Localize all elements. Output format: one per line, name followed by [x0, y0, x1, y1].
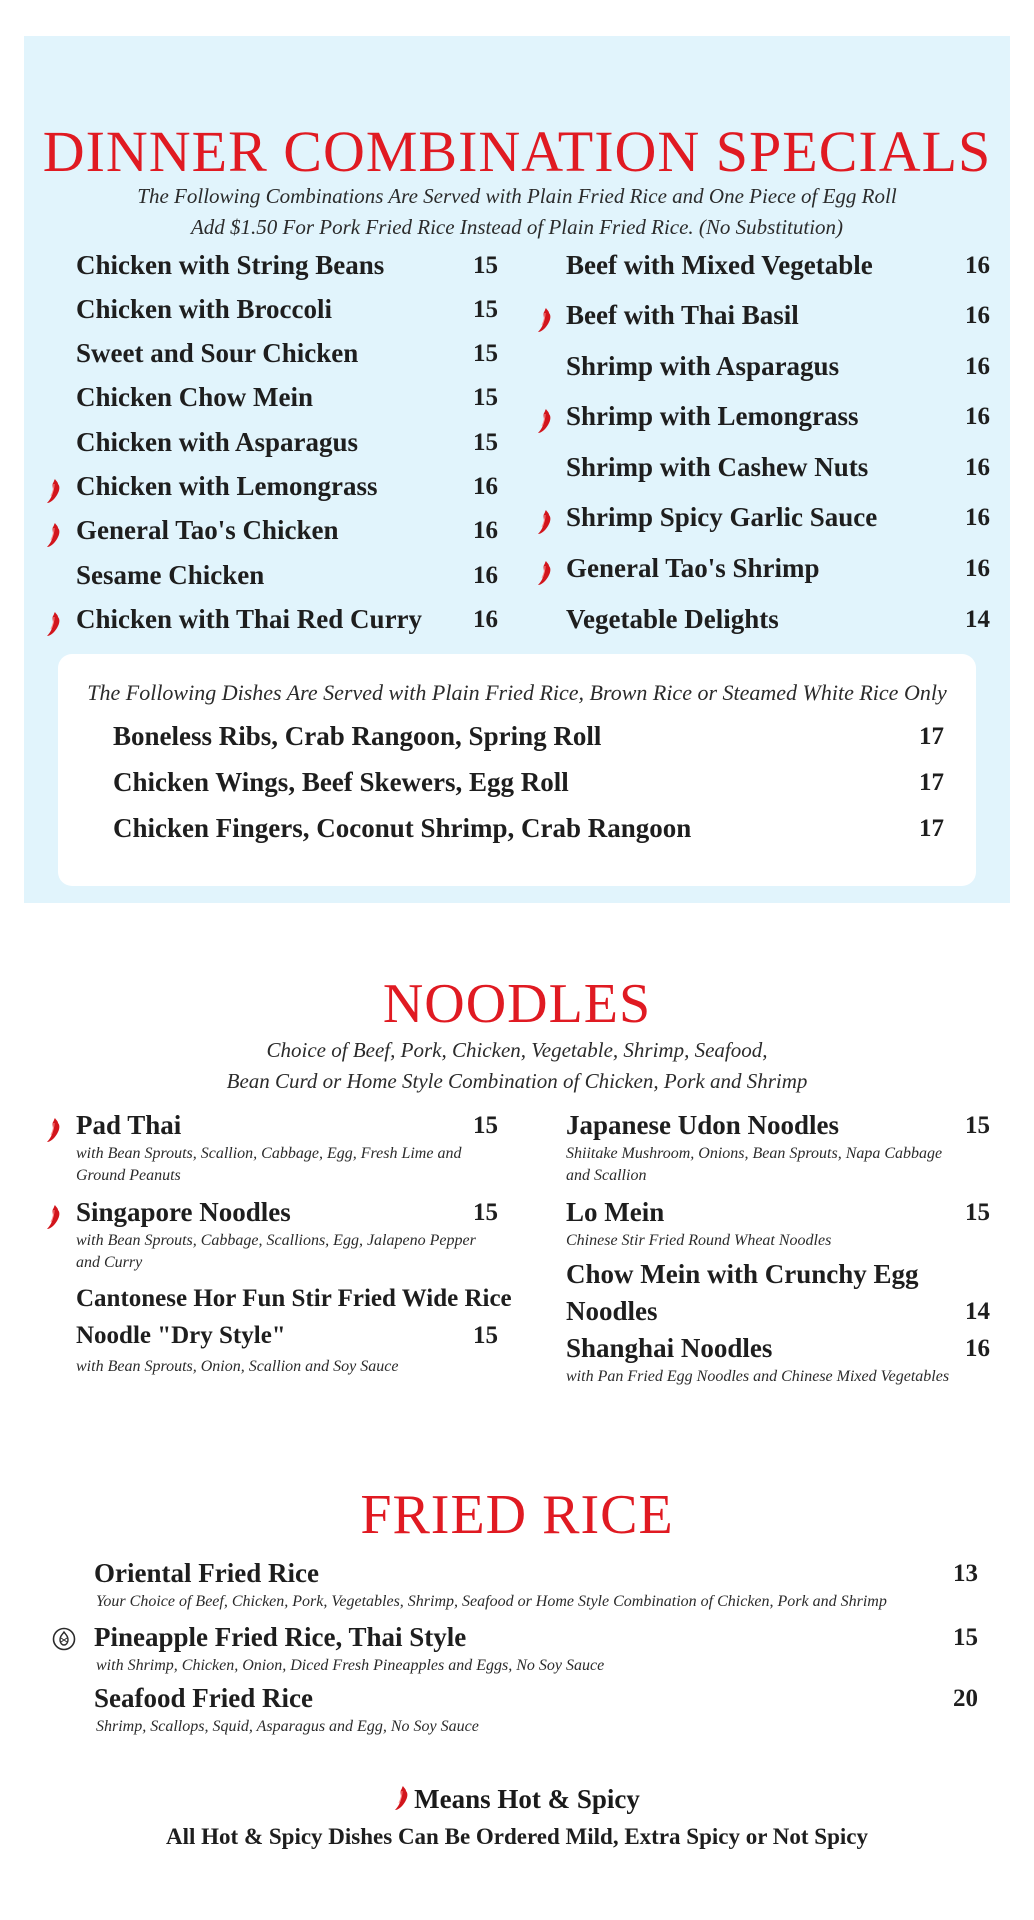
chili-pepper-icon: [537, 560, 553, 586]
chili-pepper-icon: [537, 307, 553, 333]
menu-item-price: 15: [473, 429, 498, 456]
menu-item-description: with Shrimp, Chicken, Onion, Diced Fresh Pineapples and Eggs, No Soy Sauce: [96, 1657, 605, 1674]
menu-item-price: 15: [473, 1322, 498, 1349]
menu-item-name: Shrimp with Cashew Nuts: [566, 452, 869, 482]
menu-item-price: 16: [965, 302, 990, 329]
menu-item-description: Shiitake Mushroom, Onions, Bean Sprouts, Napa Cabbage and Scallion: [566, 1145, 943, 1184]
menu-item-price: 16: [965, 555, 990, 582]
noodles-title: NOODLES: [382, 973, 652, 1035]
spicy-legend-text: Means Hot & Spicy: [414, 1784, 640, 1814]
chili-pepper-icon: [46, 522, 62, 548]
menu-item-name: Beef with Thai Basil: [566, 300, 799, 330]
chili-pepper-icon: [537, 509, 553, 535]
menu-item-name: Chow Mein with Crunchy Egg: [566, 1259, 919, 1289]
menu-item-price: 14: [965, 606, 990, 633]
menu-item-name: Chicken with Thai Red Curry: [76, 604, 423, 634]
chili-pepper-icon: [46, 1204, 62, 1230]
spicy-legend: [0, 1784, 1034, 1815]
menu-item-price: 16: [473, 606, 498, 633]
menu-item-name: Noodle "Dry Style": [76, 1322, 286, 1349]
menu-item-price: 15: [473, 1199, 498, 1226]
menu-item-price: 16: [965, 454, 990, 481]
menu-item-price: 16: [965, 1335, 990, 1362]
menu-item-name: Shrimp Spicy Garlic Sauce: [566, 502, 878, 532]
menu-item-price: 13: [953, 1560, 978, 1587]
menu-item-name: Japanese Udon Noodles: [566, 1110, 840, 1140]
chili-pepper-icon: [394, 1785, 410, 1811]
menu-item-name: Chicken with Lemongrass: [76, 471, 378, 501]
spicy-note: All Hot & Spicy Dishes Can Be Ordered Mild, Extra Spicy or Not Spicy: [166, 1824, 868, 1849]
noodles-subtitle-1: Choice of Beef, Pork, Chicken, Vegetable, Shrimp, Seafood,: [266, 1038, 768, 1062]
menu-item-price: 15: [965, 1199, 990, 1226]
menu-item-price: 15: [473, 384, 498, 411]
menu-item-name: Chicken with String Beans: [76, 250, 385, 280]
menu-item-description: with Bean Sprouts, Scallion, Cabbage, Egg, Fresh Lime and Ground Peanuts: [76, 1145, 462, 1184]
menu-item-name: General Tao's Chicken: [76, 515, 339, 545]
menu-item-name: Noodles: [566, 1296, 658, 1326]
pineapple-icon: [52, 1627, 76, 1651]
menu-item-name: Lo Mein: [566, 1197, 665, 1227]
menu-item-name: Boneless Ribs, Crab Rangoon, Spring Roll: [113, 721, 602, 751]
menu-item-price: 16: [965, 504, 990, 531]
menu-item-name: Shanghai Noodles: [566, 1333, 773, 1363]
chili-pepper-icon: [537, 408, 553, 434]
menu-item-name: Chicken with Broccoli: [76, 294, 332, 324]
menu-item-description: Your Choice of Beef, Chicken, Pork, Vegetables, Shrimp, Seafood or Home Style Combination of Chicken, Pork and Shrimp: [96, 1593, 887, 1610]
menu-item-name: Oriental Fried Rice: [94, 1558, 319, 1588]
menu-item-name: Vegetable Delights: [566, 604, 779, 634]
menu-item-price: 16: [473, 562, 498, 589]
menu-item-price: 16: [965, 353, 990, 380]
chili-pepper-icon: [46, 1117, 62, 1143]
menu-item-price: 15: [473, 340, 498, 367]
dinner-subtitle-2: Add $1.50 For Pork Fried Rice Instead of Plain Fried Rice. (No Substitution): [190, 215, 844, 239]
menu-item-description: Shrimp, Scallops, Squid, Asparagus and Egg, No Soy Sauce: [96, 1718, 479, 1735]
menu-item-price: 15: [473, 1112, 498, 1139]
menu-item-name: Singapore Noodles: [76, 1197, 291, 1227]
menu-item-price: 15: [965, 1112, 990, 1139]
menu-item-name: Beef with Mixed Vegetable: [566, 250, 873, 280]
menu-item-name: Pad Thai: [76, 1110, 182, 1140]
menu-item-description: Chinese Stir Fried Round Wheat Noodles: [566, 1232, 832, 1249]
menu-item-price: 17: [919, 815, 944, 842]
menu-item-price: 17: [919, 769, 944, 796]
menu-item-price: 16: [965, 403, 990, 430]
menu-item-price: 15: [473, 296, 498, 323]
menu-item-name: Chicken Chow Mein: [76, 382, 314, 412]
menu-item-name: General Tao's Shrimp: [566, 553, 820, 583]
noodles-subtitle-2: Bean Curd or Home Style Combination of Chicken, Pork and Shrimp: [226, 1069, 808, 1093]
menu-item-price: 15: [473, 252, 498, 279]
menu-item-name: Shrimp with Asparagus: [566, 351, 840, 381]
menu-item-description: with Pan Fried Egg Noodles and Chinese Mixed Vegetables: [566, 1368, 950, 1385]
menu-item-name: Sesame Chicken: [76, 560, 265, 590]
menu-item-description: with Bean Sprouts, Cabbage, Scallions, Egg, Jalapeno Pepper and Curry: [76, 1232, 476, 1271]
dinner-subtitle-1: The Following Combinations Are Served with Plain Fried Rice and One Piece of Egg Roll: [137, 184, 897, 208]
menu-item-name: Shrimp with Lemongrass: [566, 401, 859, 431]
menu-item-price: 15: [953, 1624, 978, 1651]
menu-item-description: with Bean Sprouts, Onion, Scallion and Soy Sauce: [76, 1358, 399, 1375]
chili-pepper-icon: [46, 478, 62, 504]
menu-item-price: 16: [965, 252, 990, 279]
menu-item-name: Chicken Wings, Beef Skewers, Egg Roll: [113, 767, 569, 797]
menu-item-name: Cantonese Hor Fun Stir Fried Wide Rice: [76, 1285, 512, 1312]
menu-item-name: Pineapple Fried Rice, Thai Style: [94, 1622, 467, 1652]
menu-item-price: 20: [953, 1685, 978, 1712]
menu-item-name: Chicken Fingers, Coconut Shrimp, Crab Rangoon: [113, 813, 692, 843]
menu-item-price: 16: [473, 473, 498, 500]
fried-rice-title: FRIED RICE: [360, 1484, 674, 1546]
dinner-title: DINNER COMBINATION SPECIALS: [42, 119, 992, 184]
menu-item-name: Seafood Fried Rice: [94, 1683, 313, 1713]
menu-item-name: Chicken with Asparagus: [76, 427, 359, 457]
menu-item-price: 16: [473, 517, 498, 544]
menu-item-price: 14: [965, 1298, 990, 1325]
box-note: The Following Dishes Are Served with Plain Fried Rice, Brown Rice or Steamed White Rice Only: [87, 680, 947, 705]
menu-item-price: 17: [919, 723, 944, 750]
chili-pepper-icon: [46, 611, 62, 637]
menu-item-name: Sweet and Sour Chicken: [76, 338, 359, 368]
